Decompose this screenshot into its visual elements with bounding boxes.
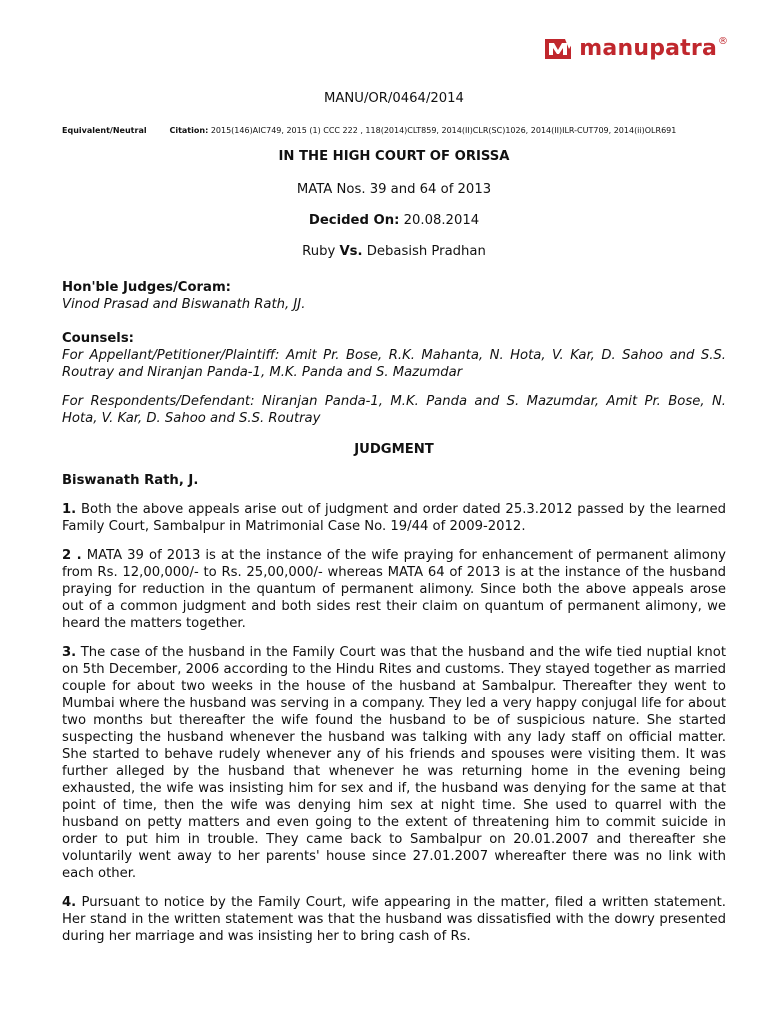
paragraph-1 [62,501,726,535]
decided-on-date: 20.08.2014 [403,213,480,228]
manu-citation-number: MANU/OR/0464/2014 [324,91,464,106]
paragraph-3 [62,644,726,882]
paragraph-text: The case of the husband in the Family Court was that the husband and the wife tied nuptial knot on 5th December, 2006 according to the Hindu Rites and customs. They stayed together as married couple for about two weeks in the house of the husband at Sambalpur. Thereafter they went to Mumbai where the husband was serving in a company. They led a very happy conjugal life for about two months but thereafter the wife found the husband to be of suspicious nature. She started suspecting the husband whenever the husband was talking with any lady staff on official matter. She started to behave rudely whenever any of his friends and spouses were visiting them. It was further alleged by the husband that whenever he was returning home in the evening being exhausted, the wife was insisting him for sex and if, the husband was denying for the same at that point of time, then the wife was denying him sex at night time. She used to quarrel with the husband on petty matters and even going to the extent of threatening him to commit suicide in order to put him in trouble. They came back to Sambalpur on 20.01.2007 and thereafter she voluntarily went away to her parents' house since 27.01.2007 whereafter there was no link with each other. [62,645,726,881]
judges-heading: Hon'ble Judges/Coram: [62,280,231,295]
petitioner-name: Ruby [302,244,336,259]
paragraph-4 [62,894,726,945]
manupatra-logo [545,36,728,61]
citation-label-equivalent: Equivalent/Neutral [62,126,147,135]
respondent-counsels: For Respondents/Defendant: Niranjan Panda-1, M.K. Panda and S. Mazumdar, Amit Pr. Bose, N. Hota, V. Kar, D. Sahoo and S.S. Routray [62,394,726,426]
citation-label-citation: Citation: [169,126,209,135]
court-name: IN THE HIGH COURT OF ORISSA [278,149,510,164]
decided-on-label: Decided On: [308,213,400,228]
judgment-document [62,86,726,945]
logo-registered-mark: ® [718,36,728,47]
paragraph-number: 2 . [62,548,82,563]
paragraph-2 [62,547,726,632]
judgment-author: Biswanath Rath, J. [62,473,199,488]
case-parties [62,243,726,260]
equivalent-citation [62,121,726,140]
respondent-name: Debasish Pradhan [366,244,486,259]
judgment-heading: JUDGMENT [354,442,434,457]
citation-text: 2015(146)AIC749, 2015 (1) CCC 222 , 118(2014)CLT859, 2014(II)CLR(SC)1026, 2014(II)ILR-CUT709, 2014(ii)OLR691 [210,126,677,135]
manupatra-logo-icon [545,37,575,61]
judges-names: Vinod Prasad and Biswanath Rath, JJ. [62,297,306,312]
paragraph-text: MATA 39 of 2013 is at the instance of the wife praying for enhancement of permanent alimony from Rs. 12,00,000/- to Rs. 25,00,000/- whereas MATA 64 of 2013 is at the instance of the husband praying for reduction in the quantum of permanent alimony. Since both the above appeals arose out of a common judgment and both sides rest their claim on quantum of permanent alimony, we heard the matters together. [62,548,726,631]
case-number: MATA Nos. 39 and 64 of 2013 [296,182,492,197]
appellant-counsels: For Appellant/Petitioner/Plaintiff: Amit Pr. Bose, R.K. Mahanta, N. Hota, V. Kar, D. Sahoo and S.S. Routray and Niranjan Panda-1, M.K. Panda and S. Mazumdar [62,348,726,380]
paragraph-text: Both the above appeals arise out of judgment and order dated 25.3.2012 passed by the learned Family Court, Sambalpur in Matrimonial Case No. 19/44 of 2009-2012. [62,502,726,534]
counsels-heading: Counsels: [62,331,134,346]
paragraph-number: 1. [62,502,77,517]
paragraph-number: 4. [62,895,77,910]
logo-text: manupatra [579,36,717,61]
versus-label: Vs. [339,244,363,259]
paragraph-number: 3. [62,645,77,660]
paragraph-text: Pursuant to notice by the Family Court, wife appearing in the matter, filed a written statement. Her stand in the written statement was that the husband was dissatisfied with the dowry presented during her marriage and was insisting her to bring cash of Rs. [62,895,726,944]
decided-on [62,212,726,229]
